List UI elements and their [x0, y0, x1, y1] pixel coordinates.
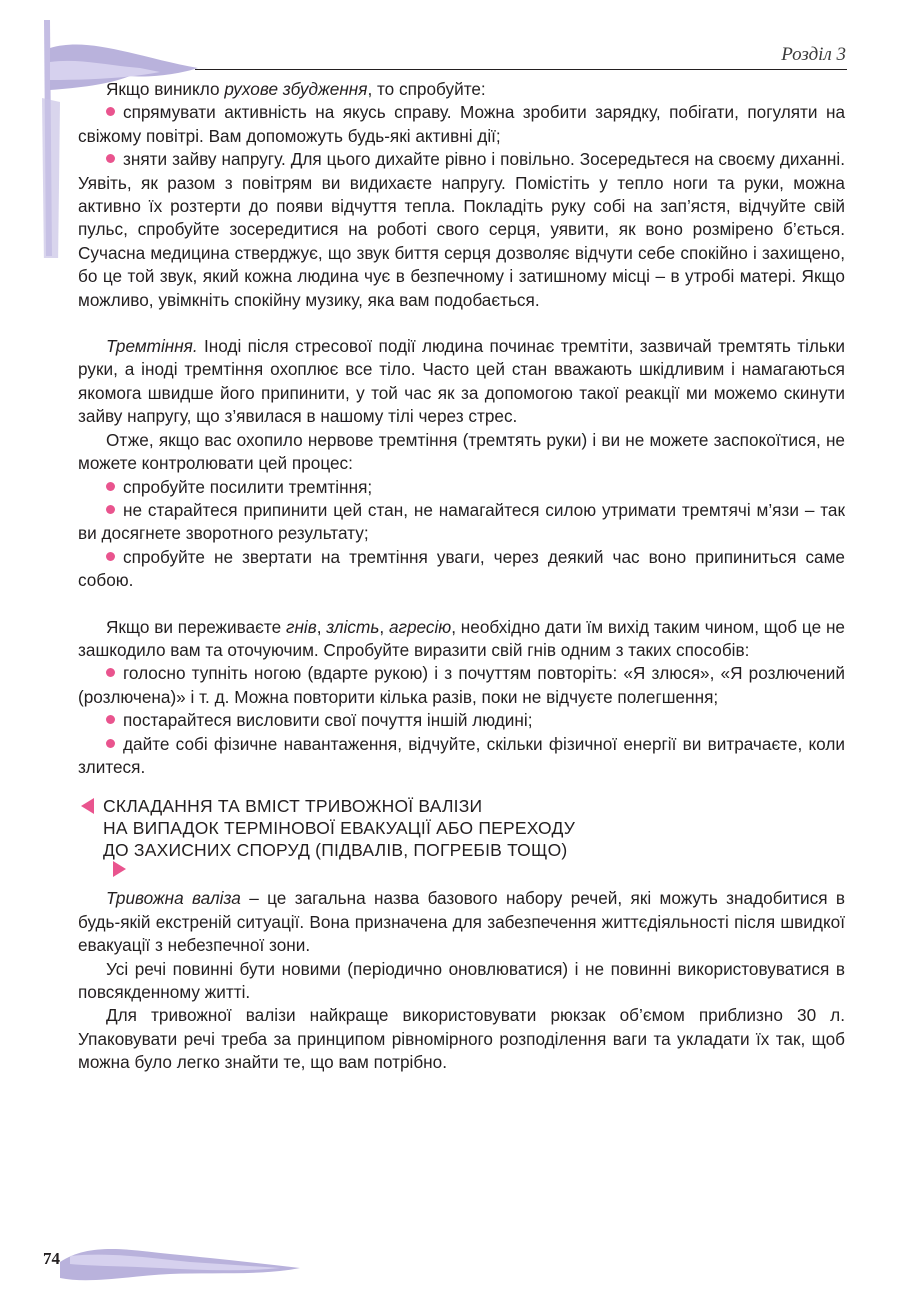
- bullet-icon: [106, 107, 115, 116]
- list-item-text: спрямувати активність на якусь справу. Можна зробити зарядку, побігати, погуляти на свіжому повітрі. Вам допоможуть будь-які активні дії;: [78, 102, 845, 146]
- bullet-icon: [106, 668, 115, 677]
- list-item-text: спробуйте не звертати на тремтіння уваги, через деякий час воно припиниться саме собою.: [78, 546, 845, 591]
- emphasis-term: рухове збудження: [224, 79, 368, 99]
- heading-line: СКЛАДАННЯ ТА ВМІСТ ТРИВОЖНОЇ ВАЛІЗИ: [103, 796, 483, 817]
- page-number: 74: [43, 1249, 60, 1268]
- paragraph-new-items: Усі речі повинні бути новими (періодично оновлюватися) і не повинні використовуватися в повсякденному житті.: [78, 958, 845, 1002]
- bullet-icon: [106, 505, 115, 514]
- bullet-icon: [106, 715, 115, 724]
- heading-line: ДО ЗАХИСНИХ СПОРУД (ПІДВАЛІВ, ПОГРЕБІВ ТОЩО): [103, 840, 568, 861]
- emphasis-term: злість: [326, 616, 380, 637]
- list-item: [78, 476, 845, 499]
- heading-line-last: [103, 839, 845, 877]
- bullet-icon: [106, 552, 115, 561]
- list-item: [78, 733, 845, 780]
- text-run: Якщо виникло: [106, 79, 225, 99]
- text-run: Якщо ви переживаєте: [106, 616, 286, 637]
- page-content: [78, 78, 845, 1075]
- paragraph-emergency-bag: [78, 887, 845, 957]
- list-item-text: спробуйте посилити тремтіння;: [123, 476, 373, 497]
- text-run: Іноді після стресової події людина починає тремтіти, зазвичай тремтять тільки руки, а іноді тремтіння охоплює все тіло. Часто цей стан вважають шкідливим і намагаються якомога швидше його припинити, у той час як за допомогою такої реакції ми можемо скинути зайву напругу, що з’явилася в нашому тілі через стрес.: [78, 336, 845, 427]
- text-run: , необхідно дати їм вихід таким чином, щоб це не зашкодило вам та оточуючим. Спробуйте виразити свій гнів одним з таких способів:: [78, 616, 845, 660]
- emphasis-term: агресію: [388, 616, 452, 637]
- paragraph-motor-excitation-intro: [78, 78, 845, 101]
- bullet-icon: [106, 739, 115, 748]
- emphasis-term: Тремтіння.: [106, 336, 198, 357]
- emphasis-term: Тривожна валіза: [106, 888, 241, 909]
- text-run: – це загальна назва базового набору речей, які можуть знадобитися в будь-якій екстреній ситуації. Вона призначена для забезпечення життєдіяльності після швидкої евакуації з небезпечної зони.: [78, 888, 846, 956]
- bullet-icon: [106, 482, 115, 491]
- list-item-text: постарайтеся висловити свої почуття іншій людині;: [123, 710, 533, 731]
- bullet-icon: [106, 154, 115, 163]
- brush-decoration-icon: [60, 1232, 310, 1292]
- section-heading: [78, 795, 845, 877]
- text-run: ,: [379, 616, 389, 637]
- emphasis-term: гнів: [285, 616, 317, 637]
- paragraph-backpack: Для тривожної валізи найкраще використовувати рюкзак об’ємом приблизно 30 л. Упаковувати речі треба за принципом рівномірного розподілення ваги та укладати їх так, щоб можна було легко знайти те, що вам потрібно.: [78, 1005, 845, 1073]
- list-item-text: дайте собі фізичне навантаження, відчуйте, скільки фізичної енергії ви витрачаєте, коли злитеся.: [78, 733, 845, 777]
- triangle-left-icon: [81, 798, 94, 814]
- text-run: ,: [316, 616, 327, 637]
- list-item-text: зняти зайву напругу. Для цього дихайте рівно і повільно. Зосередьтеся на своєму диханні. Уявіть, як разом з повітрям ви видихаєте напругу. Помістіть у тепло ноги та руки, можна активно їх розтерти до появи відчуття тепла. Покладіть руку собі на зап’ястя, відчуйте свій пульс, спробуйте зосередитися на роботі свого серця, уявити, як воно розмірено б’ється. Сучасна медицина стверджує, що звук биття серця дозволяє відчути себе спокійно і захищено, бо це той звук, який кожна людина чує в безпечному і затишному місці – в утробі матері. Якщо можливо, увімкніть спокійну музику, яка вам подобається.: [78, 149, 845, 310]
- list-item-text: не старайтеся припинити цей стан, не намагайтеся силою утримати тремтячі м’язи – так ви досягнете зворотного результату;: [78, 499, 845, 544]
- list-item: [78, 101, 845, 148]
- paragraph-trembling: [78, 335, 845, 429]
- paragraph-trembling-advice: Отже, якщо вас охопило нервове тремтіння (тремтять руки) і ви не можете заспокоїтися, не можете контролювати цей процес:: [78, 429, 845, 474]
- section-label: Розділ 3: [781, 44, 846, 65]
- paragraph-anger: [78, 616, 845, 663]
- list-item: [78, 709, 845, 732]
- list-item: [78, 148, 845, 312]
- header-rule: [195, 69, 847, 70]
- list-item: [78, 546, 845, 593]
- list-item: [78, 499, 845, 546]
- list-item-text: голосно тупніть ногою (вдарте рукою) і з почуттям повторіть: «Я злюся», «Я розлючений (розлючена)» і т. д. Можна повторити кілька разів, поки не відчуєте полегшення;: [78, 663, 845, 707]
- text-run: , то спробуйте:: [367, 79, 486, 99]
- triangle-right-icon: [113, 861, 126, 877]
- heading-line: НА ВИПАДОК ТЕРМІНОВОЇ ЕВАКУАЦІЇ АБО ПЕРЕХОДУ: [103, 818, 576, 839]
- list-item: [78, 662, 845, 709]
